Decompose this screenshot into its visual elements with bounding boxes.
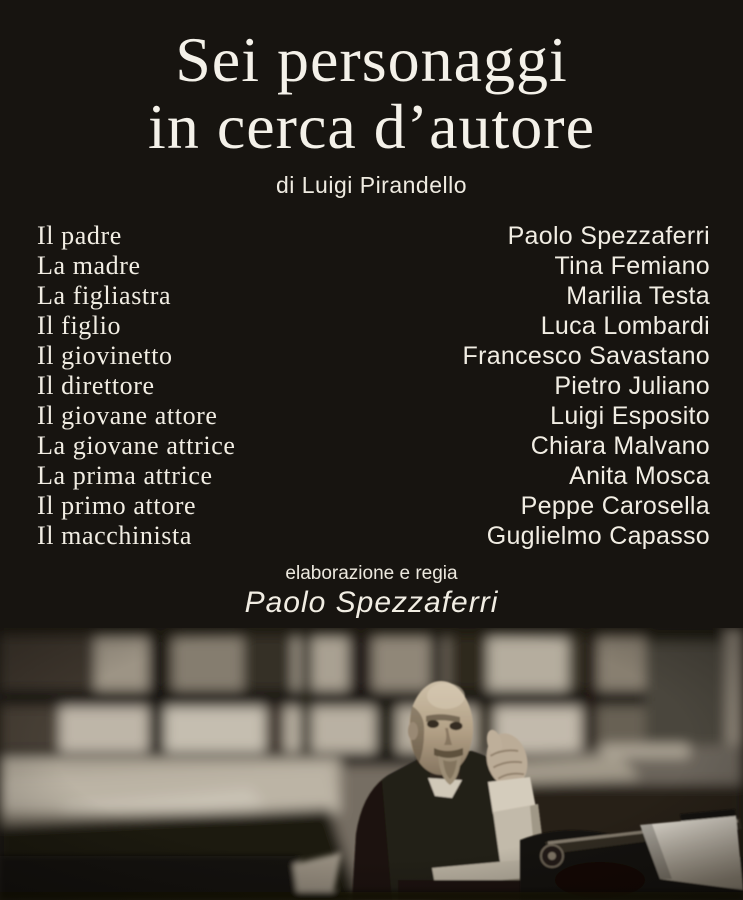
credits-block [0,563,743,620]
cast-role: Il giovinetto [37,341,173,370]
cast-actor: Peppe Carosella [520,492,710,520]
cast-role: La madre [37,251,141,280]
cast-row [37,281,710,311]
cast-role: Il primo attore [37,491,197,520]
cast-actor: Paolo Spezzaferri [507,222,710,250]
cast-row [37,401,710,431]
cast-actor: Luca Lombardi [540,312,710,340]
cast-actor: Chiara Malvano [530,432,710,460]
cast-row [37,431,710,461]
cast-actor: Tina Femiano [554,252,710,280]
pirandello-photo [0,628,743,900]
cast-role: Il figlio [37,311,122,340]
cast-role: Il padre [37,221,122,250]
cast-role: Il giovane attore [37,401,218,430]
poster-title-line1: Sei personaggi [175,24,568,95]
cast-role: Il direttore [37,371,155,400]
credits-label: elaborazione e regia [285,563,458,584]
cast-role: La giovane attrice [37,431,236,460]
cast-row [37,341,710,371]
cast-list [0,221,743,551]
poster-title-line2: in cerca d’autore [148,91,595,162]
cast-role: La prima attrice [37,461,213,490]
cast-actor: Luigi Esposito [550,402,710,430]
cast-row [37,521,710,551]
cast-row [37,461,710,491]
cast-actor: Guglielmo Capasso [486,522,710,550]
cast-row [37,251,710,281]
author-subtitle: di Luigi Pirandello [275,172,468,198]
cast-row [37,311,710,341]
cast-actor: Pietro Juliano [554,372,710,400]
director-name: Paolo Spezzaferri [244,586,499,619]
title-block [0,0,743,160]
cast-actor: Francesco Savastano [462,342,710,370]
vignette-overlay [0,628,743,900]
cast-actor: Anita Mosca [569,462,710,490]
cast-row [37,221,710,251]
cast-row [37,371,710,401]
cast-row [37,491,710,521]
cast-role: La figliastra [37,281,172,310]
cast-actor: Marilia Testa [566,282,710,310]
cast-role: Il macchinista [37,521,192,550]
